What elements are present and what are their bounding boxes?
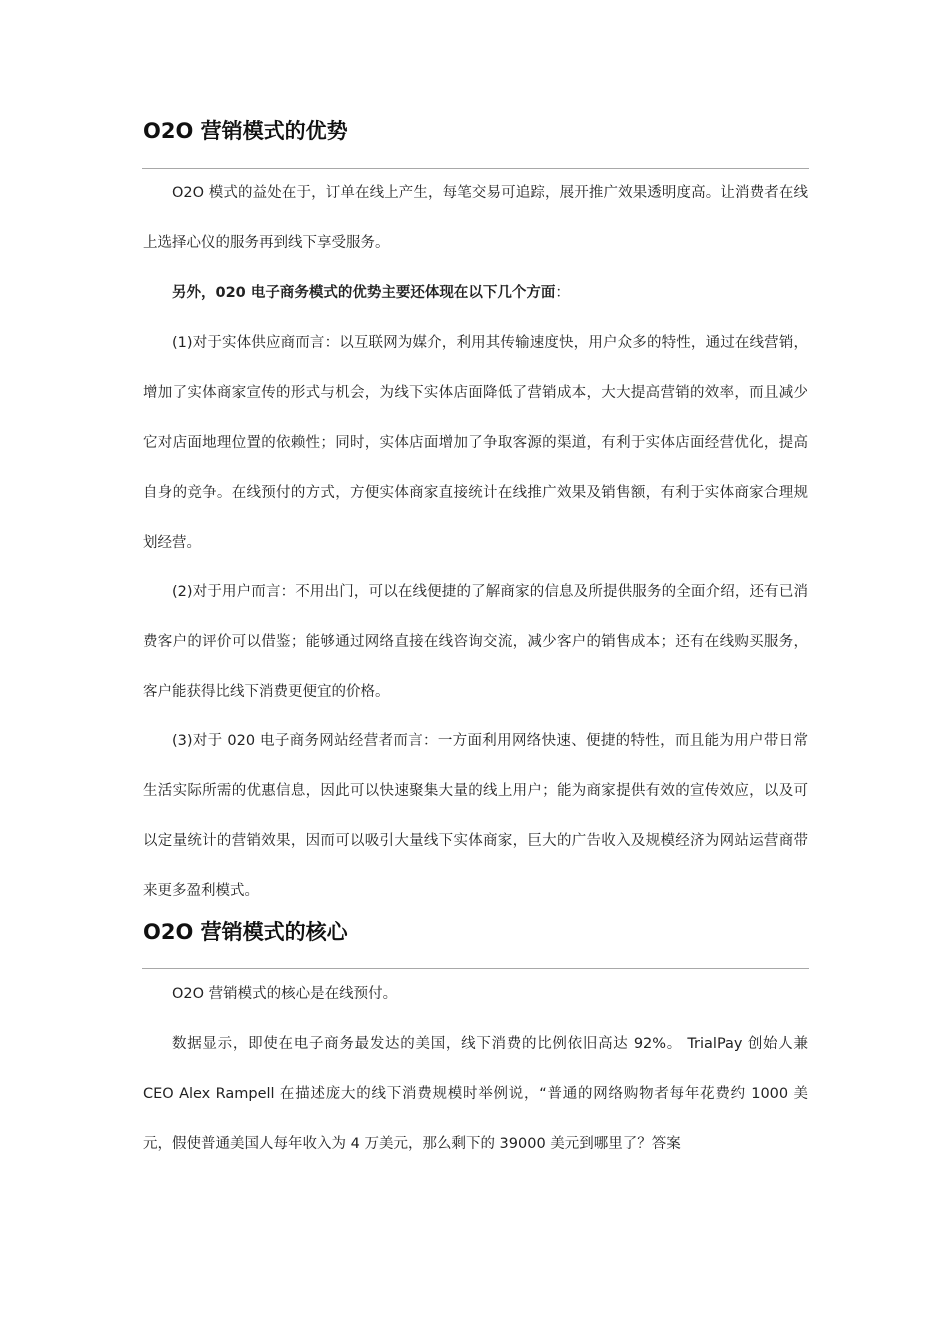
section-heading-core: O2O 营销模式的核心 xyxy=(143,920,348,944)
advantages-lead-colon: ： xyxy=(555,285,570,301)
advantage-point-operator: (3)对于 020 电子商务网站经营者而言：一方面利用网络快速、便捷的特性，而且能为用户带日常生活实际所需的优惠信息，因此可以快速聚集大量的线上用户；能为商家提供有效的宣传效应，以及可以定量统计的营销效果，因而可以吸引大量线下实体商家，巨大的广告收入及规模经济为网站运营商带来更多盈利模式。 xyxy=(143,733,808,899)
core-paragraph: O2O 营销模式的核心是在线预付。 xyxy=(172,986,398,1002)
advantage-point-user: (2)对于用户而言：不用出门，可以在线便捷的了解商家的信息及所提供服务的全面介绍，还有已消费客户的评价可以借鉴；能够通过网络直接在线咨询交流，减少客户的销售成本；还有在线购买服务，客户能获得比线下消费更便宜的价格。 xyxy=(143,584,808,700)
advantage-point-supplier: (1)对于实体供应商而言：以互联网为媒介，利用其传输速度快，用户众多的特性，通过在线营销，增加了实体商家宣传的形式与机会，为线下实体店面降低了营销成本，大大提高营销的效率，而且减少它对店面地理位置的依赖性；同时，实体店面增加了争取客源的渠道，有利于实体店面经营优化，提高自身的竞争。在线预付的方式，方便实体商家直接统计在线推广效果及销售额，有利于实体商家合理规划经营。 xyxy=(143,335,808,551)
statistics-paragraph: 数据显示，即使在电子商务最发达的美国，线下消费的比例依旧高达 92%。 TrialPay 创始人兼 CEO Alex Rampell 在描述庞大的线下消费规模时举例说，“普通的网络购物者每年花费约 1000 美元，假使普通美国人每年收入为 4 万美元，那么剩下的 39000 美元到哪里了？答案 xyxy=(143,1036,808,1152)
advantages-lead-paragraph xyxy=(143,268,808,318)
advantages-lead-bold: 另外，020 电子商务模式的优势主要还体现在以下几个方面 xyxy=(172,285,556,301)
intro-paragraph: O2O 模式的益处在于，订单在线上产生，每笔交易可追踪，展开推广效果透明度高。让消费者在线上选择心仪的服务再到线下享受服务。 xyxy=(143,185,808,251)
section-heading-advantages: O2O 营销模式的优势 xyxy=(143,119,348,143)
